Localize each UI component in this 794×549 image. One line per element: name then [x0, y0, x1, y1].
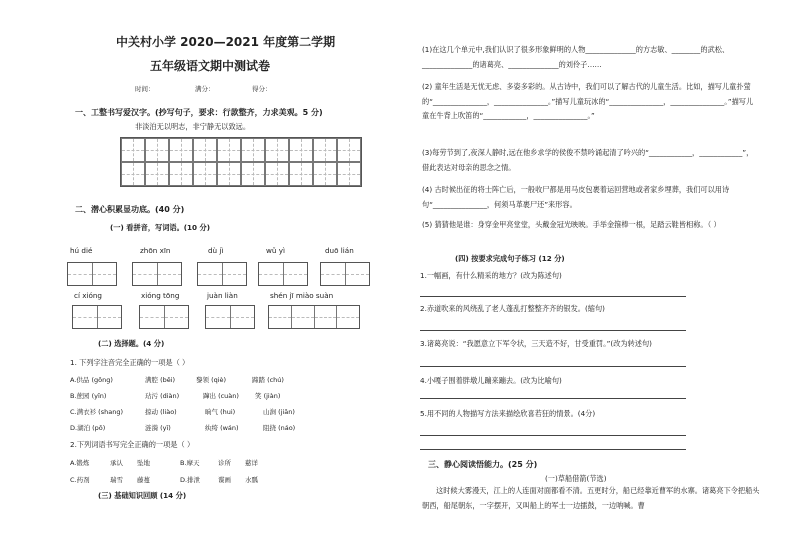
- q1-option[interactable]: D.湖泊 (pō): [70, 424, 106, 432]
- knowledge-item-5: (5) 猜猜他是谁：身穿金甲亮堂堂，头戴金冠光映映。手举金箍棒一根，足踏云鞋皆相称。（ ）: [422, 220, 721, 229]
- exercise-3: 3.诸葛亮说：“我愿意立下军令状，三天造不好，甘受重罚。”(改为转述句): [420, 339, 652, 348]
- answer-box-4[interactable]: [268, 305, 360, 329]
- answer-box[interactable]: [139, 305, 189, 329]
- answer-box[interactable]: [258, 262, 308, 286]
- copy-sentence: 非淡泊无以明志，非宁静无以致远。: [135, 122, 251, 131]
- time-label: 时间：: [135, 85, 155, 93]
- exercise-5: 5.用不同的人物描写方法来描绘欣喜若狂的情景。(4分): [420, 409, 596, 418]
- q2-option[interactable]: A.锻炼: [70, 459, 90, 467]
- q2-option[interactable]: B.摩天: [180, 459, 200, 467]
- section1-heading: 一、工整书写爱汉字。(抄写句子，要求：行款整齐，力求美观。5 分): [75, 108, 323, 117]
- exercise-2: 2.赤道吹来的风绕乱了老人蓬乱打整整齐齐的银发。(缩句): [420, 304, 605, 313]
- question-2: 2.下列词语书写完全正确的一项是（ ）: [70, 440, 195, 449]
- answer-line[interactable]: [420, 296, 686, 297]
- answer-box[interactable]: [132, 262, 182, 286]
- q2-option[interactable]: D.排泄: [180, 476, 201, 484]
- q1-option: 笑 (jiàn): [255, 392, 281, 400]
- q2-option[interactable]: C.药剂: [70, 476, 90, 484]
- q1-option: 满腔 (bēi): [145, 376, 176, 384]
- part2-heading: (二) 选择题。(4 分): [98, 339, 165, 348]
- q1-option: 纨绔 (wán): [205, 424, 239, 432]
- q1-option: 玷污 (diàn): [145, 392, 180, 400]
- answer-box[interactable]: [320, 262, 370, 286]
- got-label: 得分：: [252, 85, 272, 93]
- school-title: 中关村小学 2020—2021 年度第二学期: [116, 35, 336, 49]
- q2-option: 水瓢: [245, 476, 258, 484]
- exercise-4: 4.小嘎子围着胖墩儿蹦来蹦去。(改为比喻句): [420, 376, 562, 385]
- q2-option: 藤蔓: [137, 476, 150, 484]
- answer-box[interactable]: [197, 262, 247, 286]
- q2-option: 坠地: [137, 459, 150, 467]
- score-label: 满分：: [195, 85, 215, 93]
- answer-box[interactable]: [67, 262, 117, 286]
- answer-box[interactable]: [72, 305, 122, 329]
- q1-option[interactable]: A.供品 (gōng): [70, 376, 113, 384]
- section3-heading: 三、静心阅读悟能力。(25 分): [428, 460, 538, 469]
- part1-heading: (一) 看拼音，写词语。(10 分): [110, 223, 211, 232]
- answer-box[interactable]: [205, 305, 255, 329]
- question-1: 1. 下列字注音完全正确的一项是（ ）: [70, 358, 190, 367]
- pinyin-4: wǔ yì: [266, 246, 285, 255]
- q1-option: 黎领 (qiè): [196, 376, 227, 384]
- answer-line[interactable]: [420, 435, 686, 436]
- q2-option: 诊所: [218, 459, 231, 467]
- part4-heading: (四) 按要求完成句子练习 (12 分): [455, 254, 565, 263]
- exercise-1: 1.一幅画，有什么精采的地方？(改为陈述句): [420, 271, 562, 280]
- q1-option: 晌气 (hui): [205, 408, 236, 416]
- passage-title: (一)草船借箭(节选): [545, 474, 607, 483]
- writing-grid[interactable]: [120, 137, 362, 187]
- answer-line[interactable]: [420, 366, 686, 367]
- pinyin-6: cí xióng: [74, 291, 102, 300]
- q1-option: 蹄踏 (chú): [252, 376, 284, 384]
- q2-option: 承认: [110, 459, 123, 467]
- q1-option: 涟漪 (yī): [145, 424, 171, 432]
- pinyin-1: hú dié: [70, 246, 93, 255]
- answer-line[interactable]: [420, 449, 686, 450]
- passage-text: 这时候大雾漫天，江上的人连面对面都看不清。五更时分，船已经靠近曹军的水寨。诸葛亮下令把船头朝西，船尾朝东，一字摆开，又叫船上的军士一边擂鼓，一边呐喊。曹: [422, 486, 760, 510]
- pinyin-2: zhōn xīn: [140, 246, 171, 255]
- q1-option: 蹿出 (cuàn): [203, 392, 239, 400]
- knowledge-item-4: (4) 古时候出征的将士阵亡后，一般收尸都是用马皮包裹着运回营地或者家乡埋葬，我们可以用诗句“_______________，何须马革裹尸还”来形容。: [422, 185, 730, 209]
- pinyin-9: shén jī miào suàn: [270, 291, 334, 300]
- q1-option[interactable]: C.满衣衫 (shang): [70, 408, 123, 416]
- q2-option: 谍画: [218, 476, 231, 484]
- pinyin-3: dù jì: [208, 246, 224, 255]
- knowledge-item-2: (2) 童年生活是无忧无虑、多姿多彩的。从古诗中，我们可以了解古代的儿童生活。比如，描写儿童扑萤的“_______________，_______________。”描写儿童玩冰的“_______________，_______________。”描写儿童在牛背上吹笛的“____________，_______________。”: [422, 82, 754, 120]
- knowledge-item-3: (3)每劳节到了,夜深人静时,远在他乡求学的侯俊不禁吟诵起清了吟兴的“____________，____________”，借此表达对母亲的思念之情。: [422, 148, 754, 172]
- q1-option[interactable]: B.蔗园 (yīn): [70, 392, 107, 400]
- answer-line[interactable]: [420, 330, 686, 331]
- q1-option: 山涧 (jiān): [263, 408, 295, 416]
- pinyin-8: juàn liàn: [207, 291, 238, 300]
- pinyin-7: xióng tōng: [141, 291, 180, 300]
- pinyin-5: duō lián: [325, 246, 354, 255]
- part3-heading: (三) 基础知识回顾 (14 分): [98, 491, 187, 500]
- section2-heading: 二、潜心积累显功底。(40 分): [75, 205, 185, 214]
- knowledge-item-1: (1)在这几个单元中,我们认识了很多形象鲜明的人物______________的方志敏、________的武松、______________的诸葛亮、______________的刘伶子……: [422, 45, 730, 69]
- q2-option: 瑞雪: [110, 476, 123, 484]
- q2-option: 慈详: [245, 459, 258, 467]
- exam-title: 五年级语文期中测试卷: [150, 59, 271, 73]
- answer-line[interactable]: [420, 398, 686, 399]
- q1-option: 掠动 (liào): [145, 408, 177, 416]
- q1-option: 阻挠 (náo): [263, 424, 296, 432]
